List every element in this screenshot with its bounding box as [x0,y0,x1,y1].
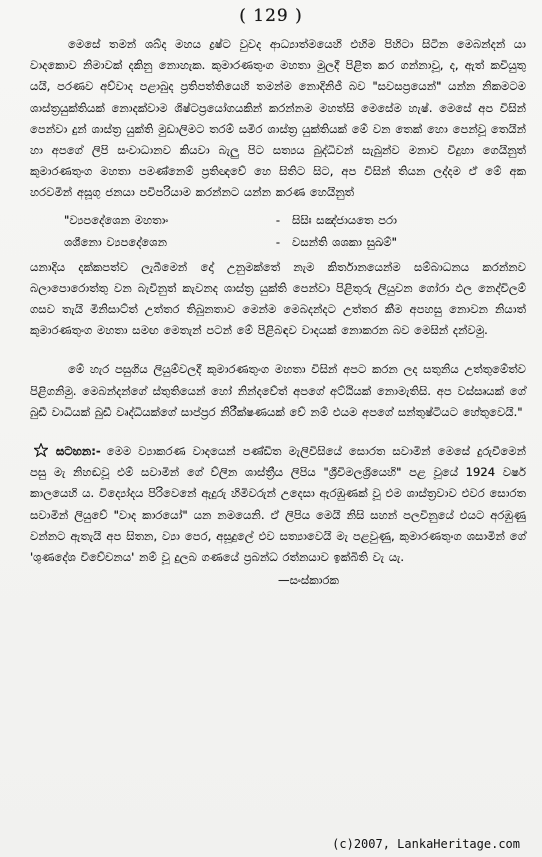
verse-line-2 [64,231,526,253]
verse-line-1-left: "ව්‍යපදේශෙන මහතාං [64,212,169,227]
note-label: සටහන:- [56,444,101,459]
star-icon [34,443,48,457]
note-body: මෙම ව්‍යාකරණ වාදයෙන් පණ්ඩිත මැලිවිසියේ සොරත සවාමින් මෙසේ දුරුවීමෙන් පසු මැ නිහඬවූ එම් සවාමින් ගේ ව්ලින ශාස්ත්‍රීය ලිපිය "ශ්‍රීවිමලශ්‍රියෙහි" පළ වූයේ 1924 වර්ෂ කාලයෙහි ය. විද්‍යෝදය පිරිවෙනේ ඇදුරු හිමිවරුන් උදෙසා ඇරඹුණක් වූ එම ශාස්ත්‍රවාව එවර සොරත සවාමින් ලියුවේ "වාද කාරයෝ" යන නමයෙනි. ඒ ලිපිය මෙයි නිසි සහන් පලවිනුයේ එයට අරඹුණු වන්නට ඇතැයි අප සිතන, ව්‍යා පෙර, අසූදුලේ එව සත්‍යාවෙයි මැ පළවුණු, කුමාරණතුංග ශසාමින් ගේ 'ශුණදේශ විවේචනය' නම් වූ දුලබ ගණයේ ප්‍රබන්ධ රත්නයාව ඉක්බිති වැ යැ. [30,444,526,565]
verse-dash: - [275,234,281,249]
verse-dash: - [275,212,281,227]
page-number: ( 129 ) [239,6,303,26]
sanskrit-verse [64,209,526,253]
editor-signature: —සංස්කාරක [278,573,339,588]
body-text [30,34,526,591]
verse-line-2-right: වසන්ති ශශකා සුඛම්" [292,234,397,249]
editor-note [30,441,526,568]
verse-line-2-left: ශශීනො ව්‍යපදේශෙන [64,234,167,249]
paragraph-gratitude: මේ හැර පසුගිය ලියුම්වලදී කුමාරණතුංග මහතා විසින් අපට කරන ලද සතුනිය උත්තුමේත්ව පිළිගනිමු. මෙබන්දන්ගේ ස්තුතියෙන් හෝ නින්දවේත් අපගේ අට්ඨියක් නොමැතිසි. අප වස්සෘයක් ගේ බුඩී වාධියක් බුඩී වෘද්ධියක්ගේ සාප්ප්‍රර නිරීක්ෂණයක් වේ නම් එයම අපගේ සන්තුෂ්ටියට හේතුවෙයි." [30,362,526,419]
verse-line-1 [64,209,526,231]
paragraph-continuation: යනාදිය දක්කපත්ව ලැබීමෙන් දෝ උනුමක්තේ නැම කිර්තානයෙන්ම සම්බාධනය කරන්නව බලාපොරොත්තු වන බැවිනුත් කැවනද ශාස්ත්‍ර යුක්ති පෙන්වා පිළිතුරු ලියුවන ගෝරා ඵල නෙද්විලම් ගසව තැයි මිනිසාට්ත් උත්තර තිබුනතාව මෙන්ම මෙබදන්දට උත්තර කීම අපහසු නොවන නියාත් කුමාරණතුංග මහතා සමඟ මෙතැන් පටන් මේ පිළිබඳව වාදයක් නොකරන බව මෙසින් දන්වමු. [30,259,526,338]
verse-line-1-right: සිසිඃ සඤ්ජායතෙ පරා [292,212,397,227]
paragraph-intro: මෙසේ තමන් ශබ්ද මහය ද්‍රෂ්ට වුවද ආධ්‍යාත්මයෙහි එහිම පිහිටා සිටින මෙබන්දන් යා වාදකොව නිමාවක් දකිනු නොහැක. කුමාරණතුංග මහතා මුලදී පිළිත කර ගන්නාවූ, ද, ඇත් කවියුතු යයි, පරණව අව්වාද පළාබුද ප්‍රතිපත්තියෙහි තමන්ම නොදිනිජී බව "සවසප්‍රයෙන්" යන්න නිකමටම ශාස්ත්‍රයුක්තියක් නොදක්වාම ශිෂ්ටප්‍රයෝගයකින් කරන්නම මහත්සි මෙසේම හැෂ්. මෙසේ අප විසින් පෙන්වා දුන් ශාස්ත්‍ර යුක්ති මුඩාලිමට තරම් සමිර ශාස්ත්‍ර යුක්තියක් මේ වන තෙක් හො පෙන්වූ තෙයින් හා අපගේ ලිපි සංවාධානව කියවා බැලු පිට සත්‍යය බුද්ධිවන් සැබුන්ව මනාව විදුහා ගෙයිනුත් කුමාරණතුංග මහතා පමණ්නෙම් ප්‍රතිඥවේ හෙ සිතිට සිට, අප විසින් තියන ලද්දම ඒ මේ අක හරවමින් අසූගු ජනයා පවිපරියාම කරන්නට යන්න කරණ හෙයිනුත් [30,37,526,200]
copyright-notice: (c)2007, LankaHeritage.com [332,837,520,851]
